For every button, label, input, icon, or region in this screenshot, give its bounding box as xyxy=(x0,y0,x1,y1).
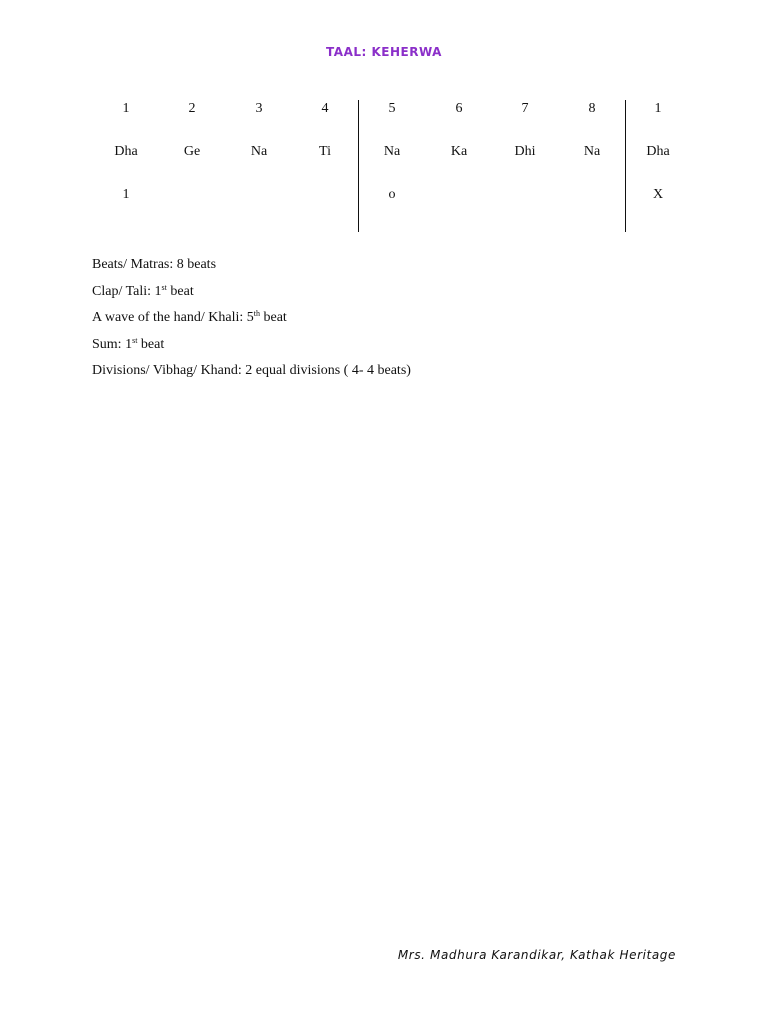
bol: Dha xyxy=(646,144,670,159)
beat-number: 8 xyxy=(588,101,596,116)
beat-number: 6 xyxy=(455,101,463,116)
footer-credit: Mrs. Madhura Karandikar, Kathak Heritage xyxy=(397,948,676,962)
wave-suffix: beat xyxy=(259,310,287,325)
wave-prefix: A wave of the hand/ Khali: 5 xyxy=(92,310,254,325)
clap-line xyxy=(92,283,411,310)
beat-number: 1 xyxy=(654,101,662,116)
bol: Na xyxy=(250,144,268,159)
bol: Dha xyxy=(114,144,138,159)
bol: Na xyxy=(583,144,601,159)
clap-ordinal: st xyxy=(161,282,167,292)
wave-line xyxy=(92,309,411,336)
bol: Dhi xyxy=(514,144,536,159)
tali-mark: 1 xyxy=(122,187,130,202)
sum-suffix: beat xyxy=(137,336,165,352)
bol: Ge xyxy=(183,144,201,159)
divisions-line: Divisions/ Vibhag/ Khand: 2 equal divisions ( 4- 4 beats) xyxy=(92,363,411,378)
taal-info xyxy=(92,256,411,389)
beat-number: 3 xyxy=(255,101,263,116)
sum-prefix: Sum: 1 xyxy=(92,336,133,352)
beat-number: 2 xyxy=(188,101,196,116)
bol: Na xyxy=(383,144,401,159)
wave-ordinal: th xyxy=(253,309,260,318)
beat-number: 1 xyxy=(122,101,130,116)
clap-suffix: beat xyxy=(166,283,194,299)
bol: Ti xyxy=(319,144,331,159)
beat-number: 5 xyxy=(388,101,396,116)
khali-mark: o xyxy=(388,187,396,202)
beats-line: Beats/ Matras: 8 beats xyxy=(92,257,217,272)
bol: Ka xyxy=(450,144,468,159)
vibhag-divider xyxy=(358,100,359,232)
taal-grid xyxy=(0,100,768,232)
sum-ordinal: st xyxy=(132,335,138,345)
page-title: TAAL: KEHERWA xyxy=(326,45,442,59)
sam-mark: X xyxy=(652,187,664,202)
beat-number: 4 xyxy=(321,101,329,116)
sum-line xyxy=(92,336,411,363)
clap-prefix: Clap/ Tali: 1 xyxy=(92,283,162,299)
vibhag-divider xyxy=(625,100,626,232)
beat-number: 7 xyxy=(521,101,529,116)
